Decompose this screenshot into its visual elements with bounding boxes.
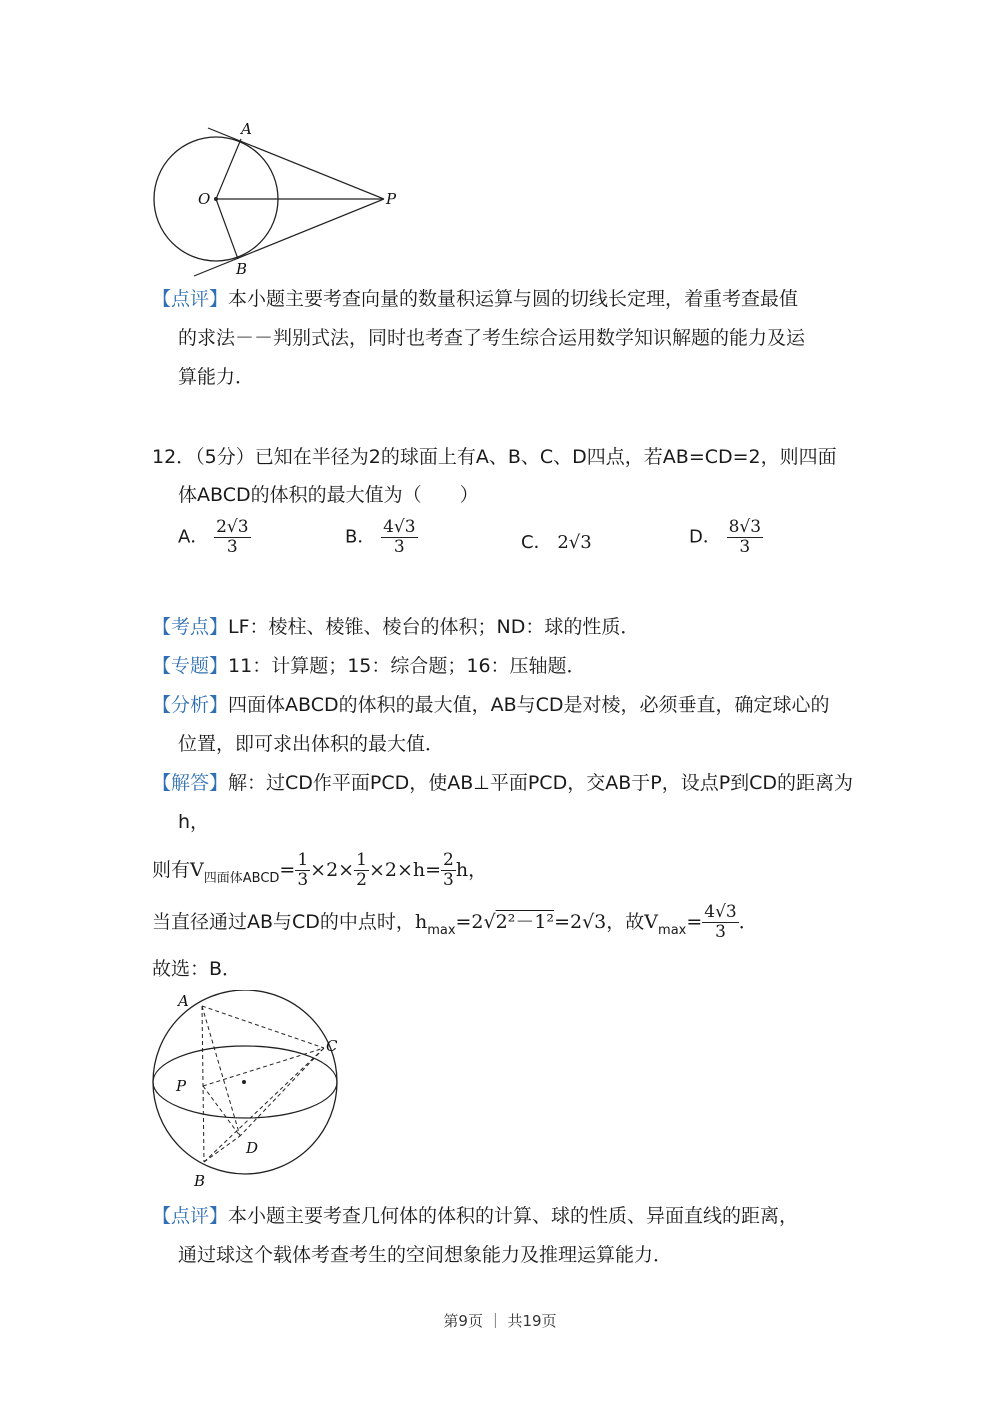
formula1-frac3 bbox=[441, 851, 456, 890]
formula2-frac bbox=[702, 903, 738, 942]
review1-line3: 算能力． bbox=[178, 366, 255, 388]
formula2-expr2: =2√3， bbox=[554, 911, 626, 933]
formula1-frac2-num: 1 bbox=[356, 850, 367, 870]
formula1-frac3-den: 3 bbox=[443, 870, 454, 890]
formula2-tail: ． bbox=[738, 911, 758, 933]
tangent-line-a bbox=[208, 128, 384, 199]
edge-pc bbox=[203, 1048, 324, 1086]
jieda-tag: 【解答】 bbox=[152, 772, 229, 794]
fenxi-tag: 【分析】 bbox=[152, 694, 229, 716]
label-b: B bbox=[236, 260, 248, 278]
formula2-vsub: max bbox=[658, 923, 687, 938]
formula2-hsub: max bbox=[427, 923, 456, 938]
option-d-fraction bbox=[727, 518, 763, 557]
label-p: P bbox=[386, 190, 397, 208]
segment-ob bbox=[216, 199, 238, 259]
formula1 bbox=[152, 850, 487, 893]
option-c-value: 2√3 bbox=[557, 532, 592, 553]
formula1-frac2 bbox=[354, 851, 369, 890]
label-b2: B bbox=[194, 1172, 206, 1190]
formula2-mid: 故 bbox=[625, 911, 645, 933]
jieda-line1 bbox=[152, 770, 853, 796]
option-a-letter: A． bbox=[178, 526, 209, 548]
option-b-den: 3 bbox=[393, 537, 405, 557]
jieda-line2: h， bbox=[178, 811, 210, 833]
sphere-tetrahedron-figure bbox=[140, 990, 350, 1190]
option-c-letter: C． bbox=[521, 532, 552, 553]
option-a-den: 3 bbox=[226, 537, 238, 557]
review2-line1 bbox=[152, 1203, 798, 1229]
review1-text1: 本小题主要考查向量的数量积运算与圆的切线长定理，着重考查最值 bbox=[228, 288, 799, 310]
formula1-frac3-num: 2 bbox=[443, 850, 454, 870]
formula2-frac-den: 3 bbox=[715, 922, 726, 942]
label-o: O bbox=[198, 190, 211, 208]
zhuanti-text: 11：计算题；15：综合题；16：压轴题． bbox=[228, 655, 586, 677]
option-a-fraction bbox=[214, 518, 250, 557]
edge-bc bbox=[204, 1048, 324, 1162]
formula1-frac1 bbox=[295, 851, 310, 890]
review1-line2: 的求法－－判别式法，同时也考查了考生综合运用数学知识解题的能力及运 bbox=[178, 327, 806, 349]
answer-line: 故选：B． bbox=[152, 958, 242, 980]
review2-line2: 通过球这个载体考查考生的空间想象能力及推理运算能力． bbox=[178, 1244, 673, 1266]
review1-line1 bbox=[152, 286, 798, 312]
review2-tag: 【点评】 bbox=[152, 1205, 229, 1227]
page-footer: 第9页 ｜ 共19页 bbox=[443, 1312, 557, 1330]
review2-text1: 本小题主要考查几何体的体积的计算、球的性质、异面直线的距离， bbox=[228, 1205, 799, 1227]
kaodian-text: LF：棱柱、棱锥、棱台的体积；ND：球的性质． bbox=[228, 616, 640, 638]
edge-ab bbox=[202, 1006, 204, 1162]
option-d-num: 8√3 bbox=[728, 517, 762, 537]
formula1-frac1-num: 1 bbox=[297, 850, 309, 870]
edge-cd bbox=[240, 1048, 324, 1136]
fenxi-text1: 四面体ABCD的体积的最大值，AB与CD是对棱，必须垂直，确定球心的 bbox=[228, 694, 830, 716]
fenxi-line1 bbox=[152, 692, 830, 718]
label-a2: A bbox=[178, 992, 189, 1010]
center-dot bbox=[214, 197, 218, 201]
option-a-num: 2√3 bbox=[216, 517, 249, 537]
formula2 bbox=[152, 902, 758, 945]
formula1-mid2: ×2×h= bbox=[368, 859, 442, 881]
jieda-text1: 解：过CD作平面PCD，使AB⊥平面PCD，交AB于P，设点P到CD的距离为 bbox=[228, 772, 854, 794]
formula1-prefix: 则有 bbox=[152, 859, 191, 881]
question-line1: 12．（5分）已知在半径为2的球面上有A、B、C、D四点，若AB=CD=2，则四面 bbox=[152, 446, 837, 468]
label-c2: C bbox=[326, 1037, 338, 1055]
formula1-mid1: ×2× bbox=[310, 859, 355, 881]
zhuanti-line bbox=[152, 653, 586, 679]
sphere-center-dot bbox=[242, 1080, 246, 1084]
formula1-v: V bbox=[190, 859, 204, 881]
option-b-num: 4√3 bbox=[383, 517, 416, 537]
label-p2: P bbox=[176, 1077, 187, 1095]
formula2-v: V bbox=[644, 911, 659, 933]
zhuanti-tag: 【专题】 bbox=[152, 655, 229, 677]
question-line2: 体ABCD的体积的最大值为（ ） bbox=[178, 484, 479, 506]
tangent-line-b bbox=[194, 199, 384, 276]
tangent-circle-figure bbox=[140, 118, 410, 283]
option-b bbox=[345, 518, 418, 557]
label-a: A bbox=[241, 120, 252, 138]
formula2-expr1: =2√ bbox=[455, 911, 496, 933]
formula2-h: h bbox=[414, 911, 428, 933]
option-a bbox=[178, 518, 251, 557]
option-c bbox=[521, 528, 592, 554]
option-d bbox=[689, 518, 763, 557]
formula2-radicand: 2²－1² bbox=[495, 911, 555, 933]
option-b-fraction bbox=[381, 518, 417, 557]
kaodian-line bbox=[152, 614, 639, 640]
formula1-eq: = bbox=[279, 859, 296, 881]
segment-oa bbox=[216, 139, 241, 199]
option-d-den: 3 bbox=[739, 537, 751, 557]
edge-bd bbox=[204, 1136, 240, 1162]
formula2-eq: = bbox=[686, 911, 703, 933]
formula1-frac1-den: 3 bbox=[297, 870, 309, 890]
option-b-letter: B． bbox=[345, 526, 376, 548]
option-d-letter: D． bbox=[689, 526, 721, 548]
formula1-tail: h， bbox=[455, 859, 488, 881]
edge-pd bbox=[203, 1086, 240, 1136]
formula1-sub: 四面体ABCD bbox=[203, 871, 280, 886]
kaodian-tag: 【考点】 bbox=[152, 616, 229, 638]
fenxi-line2: 位置，即可求出体积的最大值． bbox=[178, 733, 445, 755]
formula1-frac2-den: 2 bbox=[356, 870, 367, 890]
review1-tag: 【点评】 bbox=[152, 288, 229, 310]
formula2-prefix: 当直径通过AB与CD的中点时， bbox=[152, 911, 415, 933]
formula2-frac-num: 4√3 bbox=[704, 902, 737, 922]
label-d2: D bbox=[246, 1139, 259, 1157]
